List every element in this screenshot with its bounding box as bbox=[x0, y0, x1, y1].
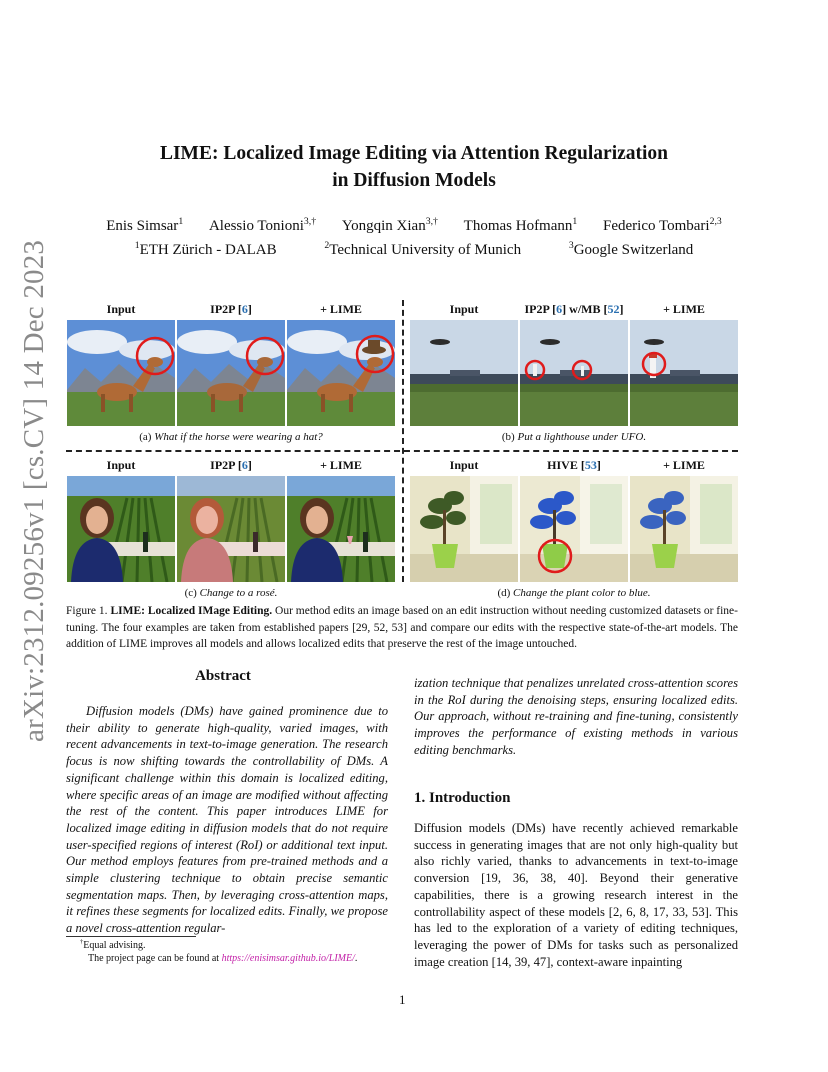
image-ufo-input bbox=[410, 320, 518, 426]
abstract-continued: ization technique that penalizes unrelated cross-attention scores in the RoI during the denoising steps, ensuring localized edits. Our approach, without re-training and fine-tuning, consistently improves the performance of existing methods in various editing benchmarks. bbox=[414, 676, 738, 757]
author: Alessio Tonioni$^{3,\dagger}$ bbox=[208, 216, 317, 234]
subcaption-b: (b) Put a lighthouse under UFO. bbox=[501, 431, 647, 443]
label-d-input: Input bbox=[449, 458, 479, 472]
affiliation-list bbox=[60, 242, 768, 259]
footnote-equal-advising: †Equal advising. bbox=[80, 938, 146, 951]
figure-divider-horizontal bbox=[66, 450, 738, 452]
label-a-input: Input bbox=[106, 302, 136, 316]
label-b-input: Input bbox=[449, 302, 479, 316]
footnote-rule bbox=[66, 936, 196, 937]
label-d-lime: + LIME bbox=[663, 458, 705, 472]
figure-caption: Figure 1. LIME: Localized IMage Editing. Our method edits an image based on an edit instruction without needing customized datasets or fine-tuning. The four examples are taken from established papers [29, 52, 53] and compare our edits with the respective state-of-the-art models. The addition of LIME improves all models and allows localized edits that preserve the rest of the image untouched. bbox=[66, 605, 738, 650]
subcaption-a: (a) What if the horse were wearing a hat? bbox=[139, 431, 323, 443]
label-b-ip2p-mb: IP2P [6] w/MB [52] bbox=[524, 302, 624, 316]
image-plant-input bbox=[410, 476, 518, 582]
label-c-input: Input bbox=[106, 458, 136, 472]
author: Enis Simsar$^1$ bbox=[106, 216, 184, 234]
image-plant-lime bbox=[630, 476, 738, 582]
title-line-1: LIME: Localized Image Editing via Attention Regularization bbox=[159, 143, 669, 164]
author: Federico Tombari$^{2,3}$ bbox=[603, 216, 722, 234]
image-horse-input bbox=[67, 320, 175, 426]
image-woman-lime bbox=[287, 476, 395, 582]
introduction-text: Diffusion models (DMs) have recently achieved remarkable success in generating images that are not only high-quality but also richly varied, thanks to advancements in text-to-image conversion [19, 36, 38, 40]. Beyond their generative capabilities, there is a growing research interest in the controllability aspect of these models [2, 6, 8, 17, 33, 53]. This has led to the exploration of a variety of editing techniques, leveraging the power of DMs for tasks such as personalized image creation [14, 39, 47], context-aware inpainting bbox=[414, 821, 738, 969]
affiliation: $^2$Technical University of Munich bbox=[324, 240, 522, 258]
title-line-2: in Diffusion Models bbox=[332, 170, 496, 191]
paper-title bbox=[100, 140, 728, 194]
section-heading-introduction: 1. Introduction bbox=[414, 790, 511, 806]
image-horse-lime bbox=[287, 320, 395, 426]
label-a-ip2p: IP2P [6] bbox=[210, 302, 252, 316]
figure-divider-vertical bbox=[402, 300, 404, 582]
label-a-lime: + LIME bbox=[320, 302, 362, 316]
subcaption-c: (c) Change to a rosé. bbox=[184, 587, 278, 599]
figure-caption-title: LIME: Localized IMage Editing. bbox=[110, 605, 273, 617]
image-ufo-ip2p-mb bbox=[520, 320, 628, 426]
footnote-project-page: The project page can be found at https://enisimsar.github.io/LIME/. bbox=[88, 953, 358, 964]
author-list bbox=[60, 218, 768, 235]
project-page-link[interactable]: https://enisimsar.github.io/LIME/ bbox=[221, 953, 355, 964]
label-c-lime: + LIME bbox=[320, 458, 362, 472]
page-number: 1 bbox=[399, 992, 406, 1007]
label-b-lime: + LIME bbox=[663, 302, 705, 316]
label-c-ip2p: IP2P [6] bbox=[210, 458, 252, 472]
subcaption-d: (d) Change the plant color to blue. bbox=[497, 587, 651, 599]
author: Thomas Hofmann$^1$ bbox=[463, 216, 578, 234]
abstract-text: Diffusion models (DMs) have gained prominence due to their ability to generate high-quality, varied images, with recent advancements in text-to-image generation. The research focus is now shifting towards the controllability of DMs. A significant challenge within this domain is localized editing, where specific areas of an image are modified without affecting the rest of the content. This paper introduces LIME for localized image editing in diffusion models that do not require user-specified regions of interest (RoI) or additional text input. Our method employs features from pre-trained methods and a simple clustering technique to obtain precise semantic segmentation maps. Then, by leveraging cross-attention maps, it refines these segments for localized edits. Finally, we propose a novel cross-attention regular- bbox=[66, 704, 388, 936]
image-plant-hive bbox=[520, 476, 628, 582]
image-ufo-lime bbox=[630, 320, 738, 426]
affiliation: $^3$Google Switzerland bbox=[568, 240, 694, 258]
image-horse-ip2p bbox=[177, 320, 285, 426]
author: Yongqin Xian$^{3,\dagger}$ bbox=[341, 216, 438, 234]
figure-caption-text: Our method edits an image based on an edit instruction without needing customized datasets or fine-tuning. The four examples are taken from established papers [29, 52, 53] and compare our edits with the respective state-of-the-art models. The addition of LIME improves all models and allows localized edits that preserve the rest of the image untouched. bbox=[66, 605, 738, 650]
arxiv-stamp: arXiv:2312.09256v1 [cs.CV] 14 Dec 2023 bbox=[18, 239, 50, 742]
affiliation: $^1$ETH Zürich - DALAB bbox=[134, 240, 277, 258]
image-woman-input bbox=[67, 476, 175, 582]
image-woman-ip2p bbox=[177, 476, 285, 582]
abstract-heading: Abstract bbox=[195, 668, 251, 684]
label-d-hive: HIVE [53] bbox=[547, 458, 601, 472]
